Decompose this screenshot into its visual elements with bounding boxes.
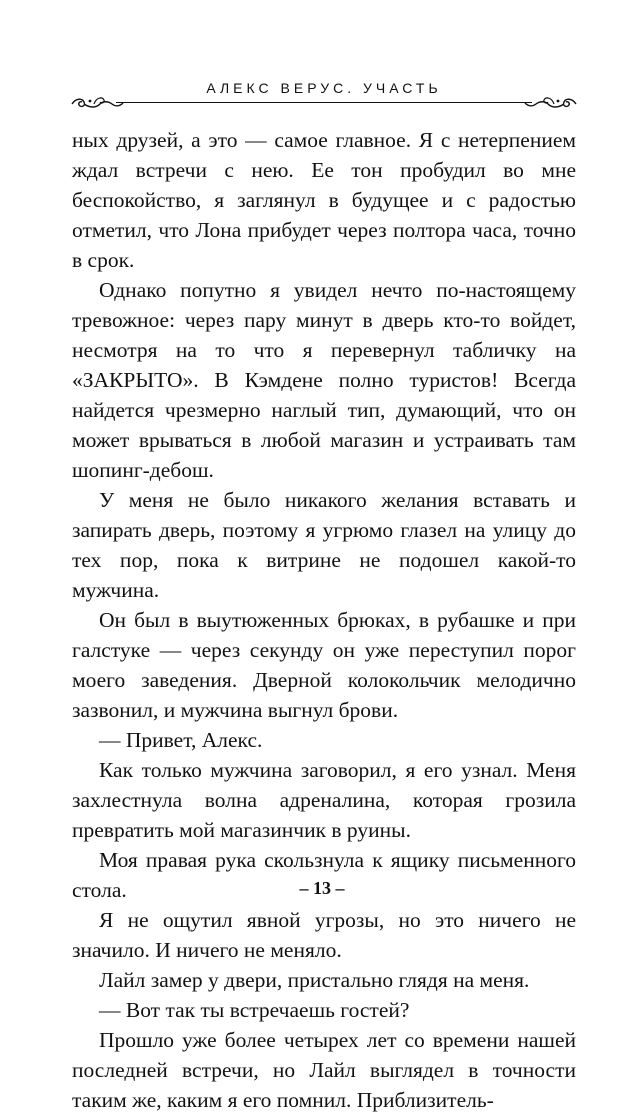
page-number: – 13 –: [299, 878, 345, 898]
body-text: [72, 125, 576, 1115]
paragraph: Как только мужчина заговорил, я его узнал. Меня захлестнула волна адреналина, которая грозила превратить мой магазинчик в руины.: [72, 758, 576, 842]
paragraph: У меня не было никакого желания вставать и запирать дверь, поэтому я угрюмо глазел на улицу до тех пор, пока к витрине не подошел какой-то мужчина.: [72, 488, 576, 602]
paragraph: — Привет, Алекс.: [99, 728, 263, 752]
paragraph: Прошло уже более четырех лет со времени нашей последней встречи, но Лайл выглядел в точности таким же, каким я его помнил. Приблизитель-: [72, 1028, 576, 1112]
paragraph: Моя правая рука скользнула к ящику письменного стола.: [72, 848, 576, 902]
header-rule: [116, 102, 532, 103]
running-header: [72, 76, 576, 112]
scroll-ornament-icon: [524, 92, 578, 112]
paragraph: ных друзей, а это — самое главное. Я с нетерпением ждал встречи с нею. Ее тон пробудил во мне беспокойство, я заглянул в будущее и с радостью отметил, что Лона прибудет через полтора часа, точно в срок.: [72, 128, 576, 272]
paragraph: Лайл замер у двери, пристально глядя на меня.: [99, 968, 530, 992]
paragraph: Он был в выутюженных брюках, в рубашке и при галстуке — через секунду он уже переступил порог моего заведения. Дверной колокольчик мелодично зазвонил, и мужчина выгнул брови.: [72, 608, 576, 722]
paragraph: Я не ощутил явной угрозы, но это ничего не значило. И ничего не меняло.: [72, 908, 576, 962]
paragraph: — Вот так ты встречаешь гостей?: [99, 998, 410, 1022]
paragraph: Однако попутно я увидел нечто по-настоящему тревожное: через пару минут в дверь кто-то войдет, несмотря на то что я перевернул табличку на «ЗАКРЫТО». В Кэмдене полно туристов! Всегда найдется чрезмерно наглый тип, думающий, что он может врываться в любой магазин и устраивать там шопинг-дебош.: [72, 278, 576, 482]
running-title: АЛЕКС ВЕРУС. УЧАСТЬ: [206, 80, 442, 96]
